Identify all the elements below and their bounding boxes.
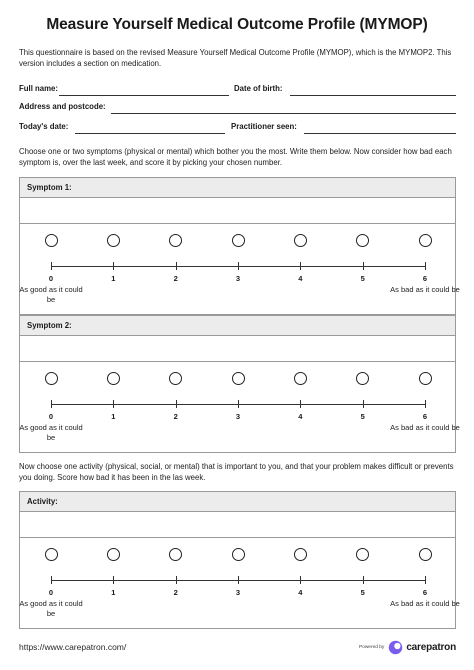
address-label: Address and postcode:	[19, 102, 106, 111]
full-name-line[interactable]	[59, 95, 229, 96]
scale-number: 0	[48, 274, 54, 283]
todays-date-label: Today's date:	[19, 122, 69, 131]
scale-number: 0	[48, 588, 54, 597]
score-option-3[interactable]	[232, 234, 245, 247]
scale-number: 2	[173, 274, 178, 283]
symptom-2-input[interactable]	[20, 336, 455, 362]
symptom-1-header: Symptom 1:	[20, 178, 455, 198]
symptom-2-header: Symptom 2:	[20, 316, 455, 336]
activity-scale	[19, 538, 460, 628]
score-option-3[interactable]	[232, 548, 245, 561]
scale-number: 3	[235, 274, 241, 283]
intro-text: This questionnaire is based on the revised Measure Yourself Medical Outcome Profile (MYMOP), which is the MYMOP2. This version includes a section on medication.	[19, 48, 452, 68]
score-option-1[interactable]	[107, 234, 120, 247]
scale-tick	[113, 576, 114, 584]
scale-tick	[238, 400, 239, 408]
scale-tick	[363, 576, 364, 584]
score-option-0[interactable]	[45, 372, 58, 385]
scale-number: 4	[298, 274, 303, 283]
footer-url-link[interactable]: https://www.carepatron.com/	[19, 642, 127, 652]
score-option-1[interactable]	[107, 372, 120, 385]
scale-tick	[238, 576, 239, 584]
score-option-4[interactable]	[294, 234, 307, 247]
scale-number: 1	[111, 412, 116, 421]
activity-input[interactable]	[20, 512, 455, 538]
scale-tick	[238, 262, 239, 270]
scale-high-anchor: As bad as it could be	[390, 285, 460, 294]
score-option-6[interactable]	[419, 234, 432, 247]
scale-number: 3	[235, 588, 241, 597]
dob-line[interactable]	[290, 95, 456, 96]
footer-brand	[359, 638, 456, 656]
scale-tick	[176, 400, 177, 408]
dob-label: Date of birth:	[234, 84, 283, 93]
scale-tick	[113, 262, 114, 270]
activity-header: Activity:	[20, 492, 455, 512]
scale-number: 0	[48, 412, 54, 421]
page-title: Measure Yourself Medical Outcome Profile (MYMOP)	[46, 16, 428, 33]
symptom-1-scale	[19, 224, 460, 314]
scale-number: 6	[422, 412, 428, 421]
dob-field[interactable]	[234, 84, 456, 96]
scale-tick	[363, 262, 364, 270]
score-option-5[interactable]	[356, 234, 369, 247]
practitioner-field[interactable]	[231, 122, 456, 134]
full-name-field[interactable]	[19, 84, 229, 96]
address-line[interactable]	[111, 113, 456, 114]
symptom-2-scale	[19, 362, 460, 452]
scale-tick	[113, 400, 114, 408]
score-option-2[interactable]	[169, 372, 182, 385]
scale-tick	[51, 400, 52, 408]
scale-number: 2	[173, 412, 178, 421]
scale-tick	[300, 576, 301, 584]
scale-number: 6	[422, 274, 428, 283]
scale-number: 6	[422, 588, 428, 597]
practitioner-label: Practitioner seen:	[231, 122, 297, 131]
score-option-1[interactable]	[107, 548, 120, 561]
score-option-0[interactable]	[45, 234, 58, 247]
scale-number: 4	[298, 588, 303, 597]
scale-tick	[300, 262, 301, 270]
scale-number: 4	[298, 412, 303, 421]
address-field[interactable]	[19, 102, 456, 114]
score-option-4[interactable]	[294, 548, 307, 561]
score-option-4[interactable]	[294, 372, 307, 385]
scale-number: 2	[173, 588, 178, 597]
scale-number: 3	[235, 412, 241, 421]
brand-name: carepatron	[406, 641, 456, 653]
symptom-instructions: Choose one or two symptoms (physical or mental) which bother you the most. Write them below. Now consider how bad each symptom is, over the last week, and score it by picking your chosen number.	[19, 147, 452, 167]
score-option-5[interactable]	[356, 372, 369, 385]
scale-tick	[425, 400, 426, 408]
score-option-6[interactable]	[419, 548, 432, 561]
scale-low-anchor: As good as it could be	[19, 423, 83, 442]
score-option-0[interactable]	[45, 548, 58, 561]
practitioner-line[interactable]	[304, 133, 456, 134]
scale-tick	[425, 576, 426, 584]
symptom-2-section	[19, 315, 460, 453]
symptom-1-input[interactable]	[20, 198, 455, 224]
symptom-1-section	[19, 177, 460, 315]
scale-high-anchor: As bad as it could be	[390, 423, 460, 432]
scale-number: 5	[360, 588, 365, 597]
score-option-3[interactable]	[232, 372, 245, 385]
scale-low-anchor: As good as it could be	[19, 599, 83, 618]
powered-by-text: Powered by	[358, 644, 385, 650]
scale-tick	[300, 400, 301, 408]
scale-tick	[51, 576, 52, 584]
field-row-1	[19, 84, 456, 96]
field-row-3	[19, 122, 456, 134]
scale-high-anchor: As bad as it could be	[390, 599, 460, 608]
scale-tick	[425, 262, 426, 270]
scale-number: 5	[360, 412, 365, 421]
score-option-2[interactable]	[169, 234, 182, 247]
scale-number: 5	[360, 274, 365, 283]
todays-date-field[interactable]	[19, 122, 225, 134]
activity-instructions: Now choose one activity (physical, social, or mental) that is important to you, and that your problem makes difficult or prevents you doing. Score how bad it has been in the las week.	[19, 462, 454, 482]
carepatron-logo-icon	[388, 640, 403, 655]
score-option-5[interactable]	[356, 548, 369, 561]
score-option-2[interactable]	[169, 548, 182, 561]
scale-number: 1	[111, 274, 116, 283]
scale-number: 1	[111, 588, 116, 597]
score-option-6[interactable]	[419, 372, 432, 385]
full-name-label: Full name:	[19, 84, 58, 93]
scale-tick	[51, 262, 52, 270]
todays-date-line[interactable]	[75, 133, 225, 134]
scale-tick	[176, 576, 177, 584]
activity-section	[19, 491, 460, 629]
scale-tick	[176, 262, 177, 270]
scale-tick	[363, 400, 364, 408]
field-row-2	[19, 102, 456, 114]
scale-low-anchor: As good as it could be	[19, 285, 83, 304]
